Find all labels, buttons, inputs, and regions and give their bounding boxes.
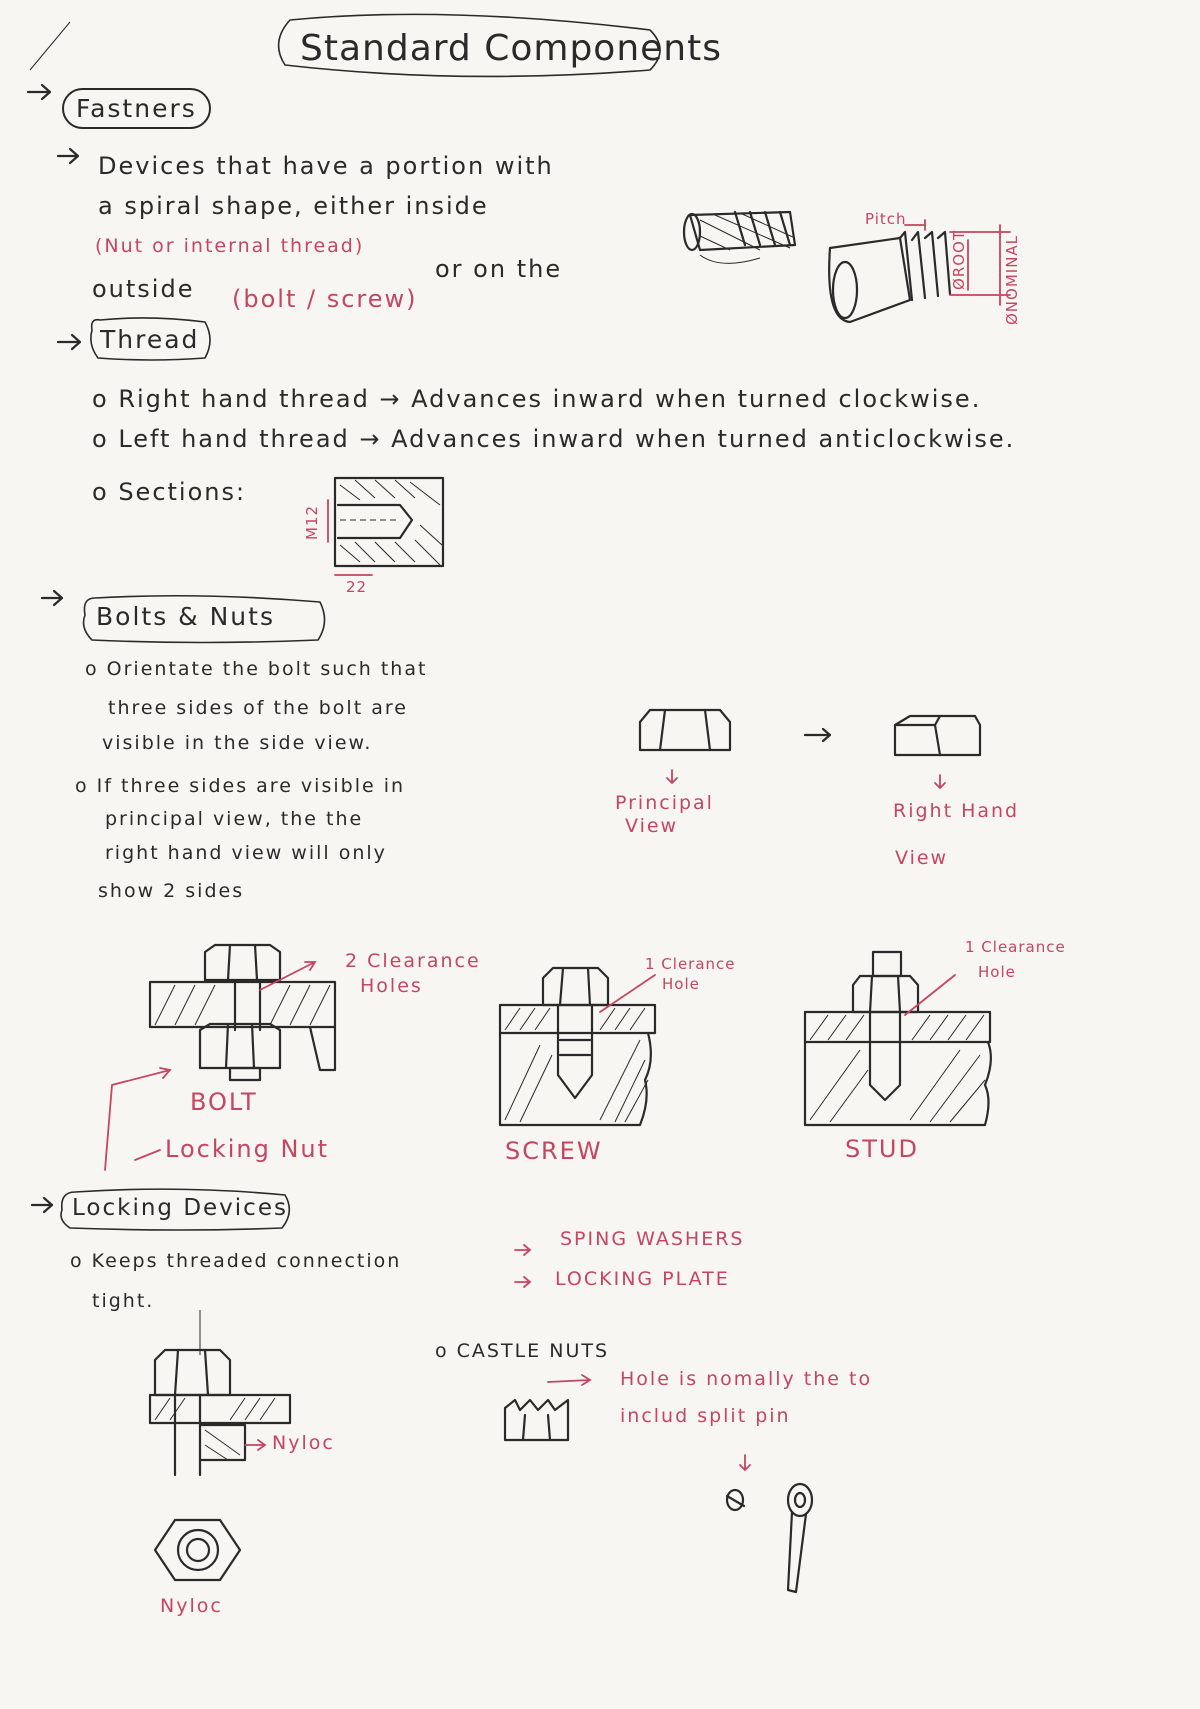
fasteners-line-4-red: (bolt / screw) <box>232 285 418 313</box>
stud-clearance-label-2: Hole <box>978 963 1016 981</box>
fasteners-heading: Fastners <box>62 88 211 129</box>
arrow-icon <box>515 1245 530 1255</box>
arrow-icon <box>32 1198 52 1212</box>
fasteners-line-2: a spiral shape, either inside <box>98 192 489 220</box>
thread-rod-sketch <box>684 212 795 263</box>
nominal-dia-label: ØNOMINAL <box>1003 234 1021 325</box>
fasteners-line-1: Devices that have a portion with <box>98 152 554 180</box>
clearance-holes-label-2: Holes <box>360 975 423 997</box>
screw-clearance-label: 1 Clerance <box>645 955 736 973</box>
right-hand-view-label-2: View <box>895 847 949 869</box>
castle-nuts-label: o CASTLE NUTS <box>435 1340 610 1362</box>
thread-section-sketch <box>328 478 443 575</box>
bolts-point-1-line-1: o Orientate the bolt such that <box>85 658 428 680</box>
locking-plate-label: LOCKING PLATE <box>555 1268 730 1290</box>
screw-clearance-label-2: Hole <box>662 975 700 993</box>
right-hand-view-label: Right Hand <box>893 800 1020 822</box>
bolts-point-2-line-2: principal view, the the <box>105 808 364 830</box>
principal-view-label-2: View <box>625 815 679 837</box>
nyloc-top-sketch <box>155 1520 240 1580</box>
m12-dimension: M12 <box>303 504 321 540</box>
arrow-icon <box>28 85 50 99</box>
pitch-label: Pitch <box>865 210 907 228</box>
stud-label: STUD <box>845 1135 919 1163</box>
bolts-point-1-line-3: visible in the side view. <box>102 732 373 754</box>
arrow-icon <box>58 149 78 163</box>
screw-label: SCREW <box>505 1137 603 1165</box>
fasteners-line-4: outside <box>92 275 195 303</box>
principal-view-label: Principal <box>615 792 714 814</box>
right-view-nut-sketch <box>895 716 980 788</box>
castle-hole-line-2: includ split pin <box>620 1405 791 1427</box>
bolts-point-2-line-1: o If three sides are visible in <box>75 775 406 797</box>
bolts-point-1-line-2: three sides of the bolt are <box>108 697 408 719</box>
stud-clearance-label: 1 Clearance <box>965 938 1066 956</box>
bolt-thread-detail-sketch <box>829 220 1010 322</box>
bolts-point-2-line-3: right hand view will only <box>105 842 387 864</box>
nyloc-bottom-label: Nyloc <box>160 1595 223 1617</box>
locking-heading: Locking Devices <box>72 1195 288 1221</box>
thread-right-hand: o Right hand thread → Advances inward when turned clockwise. <box>92 385 982 413</box>
arrow-icon <box>58 335 80 349</box>
clearance-holes-label: 2 Clearance <box>345 950 481 972</box>
bolts-point-2-line-4: show 2 sides <box>98 880 245 902</box>
nyloc-side-sketch <box>150 1310 290 1475</box>
screw-assembly-sketch <box>500 968 655 1125</box>
thread-left-hand: o Left hand thread → Advances inward when turned anticlockwise. <box>92 425 1016 453</box>
thread-heading: Thread <box>100 325 200 354</box>
locking-keeps-line-1: o Keeps threaded connection <box>70 1250 402 1272</box>
spring-washers-label: SPING WASHERS <box>560 1228 745 1250</box>
castle-hole-line-1: Hole is nomally the to <box>620 1368 873 1390</box>
thread-sections: o Sections: <box>92 478 247 506</box>
arrow-icon <box>805 729 830 741</box>
nyloc-side-label: Nyloc <box>272 1432 335 1454</box>
dimension-22: 22 <box>346 578 368 596</box>
arrow-icon <box>515 1277 530 1287</box>
bolts-heading: Bolts & Nuts <box>96 602 275 631</box>
stud-assembly-sketch <box>805 952 991 1125</box>
fasteners-line-3-red: (Nut or internal thread) <box>95 235 365 257</box>
split-pin-sketch <box>727 1484 812 1592</box>
page-title: Standard Components <box>300 28 722 69</box>
locking-keeps-line-2: tight. <box>92 1290 155 1312</box>
arrow-icon <box>42 591 62 605</box>
locking-nut-label: Locking Nut <box>165 1135 330 1163</box>
principal-view-nut-sketch <box>640 710 730 783</box>
root-dia-label: ØROOT <box>950 229 968 290</box>
fasteners-line-3-rest: or on the <box>435 255 563 283</box>
bolt-label: BOLT <box>190 1088 258 1116</box>
